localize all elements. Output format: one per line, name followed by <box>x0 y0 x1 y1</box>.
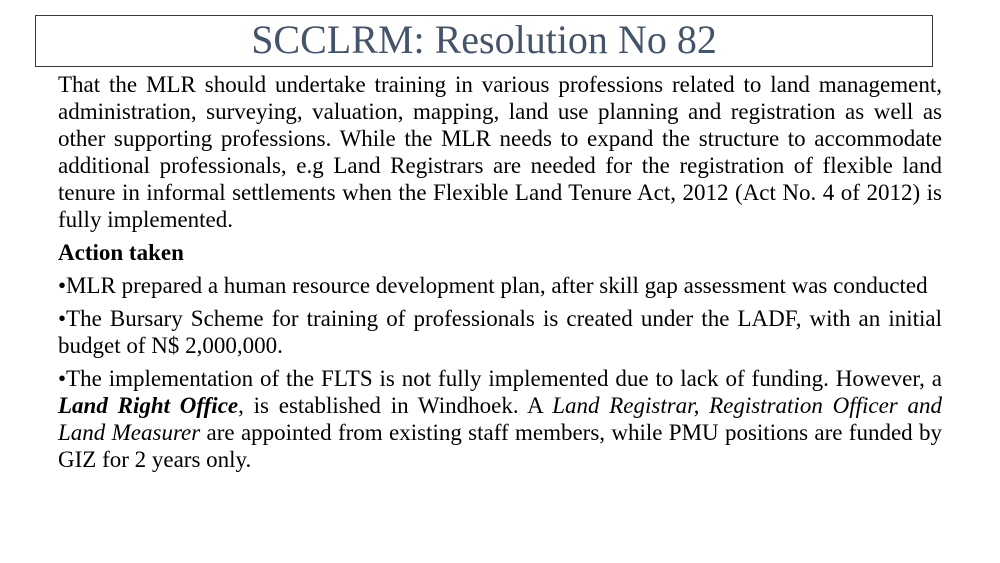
action-heading: Action taken <box>58 240 184 265</box>
slide-body <box>58 71 942 473</box>
bullet-item-2: •The Bursary Scheme for training of professionals is created under the LADF, with an initial budget of N$ 2,000,000. <box>58 306 942 358</box>
bullet-3-text-part1: •The implementation of the FLTS is not fully implemented due to lack of funding. However, a <box>58 366 942 391</box>
appointed-roles-emphasis: Land Registrar, Registration Officer and Land Measurer <box>58 393 942 445</box>
bullet-item-1: •MLR prepared a human resource development plan, after skill gap assessment was conducted <box>58 273 928 298</box>
title-box <box>35 15 933 67</box>
intro-paragraph: That the MLR should undertake training in various professions related to land management, administration, surveying, valuation, mapping, land use planning and registration as well as other supporting professions. While the MLR needs to expand the structure to accommodate additional professionals, e.g Land Registrars are needed for the registration of flexible land tenure in informal settlements when the Flexible Land Tenure Act, 2012 (Act No. 4 of 2012) is fully implemented. <box>58 72 942 232</box>
slide-title: SCCLRM: Resolution No 82 <box>251 17 717 62</box>
bullet-3-text-part3: are appointed from existing staff members, while PMU positions are funded by GIZ for 2 years only. <box>58 420 942 472</box>
bullet-3-text-part2: , is established in Windhoek. A <box>238 393 553 418</box>
land-right-office-emphasis: Land Right Office <box>58 393 239 418</box>
bullet-item-3 <box>58 365 942 473</box>
